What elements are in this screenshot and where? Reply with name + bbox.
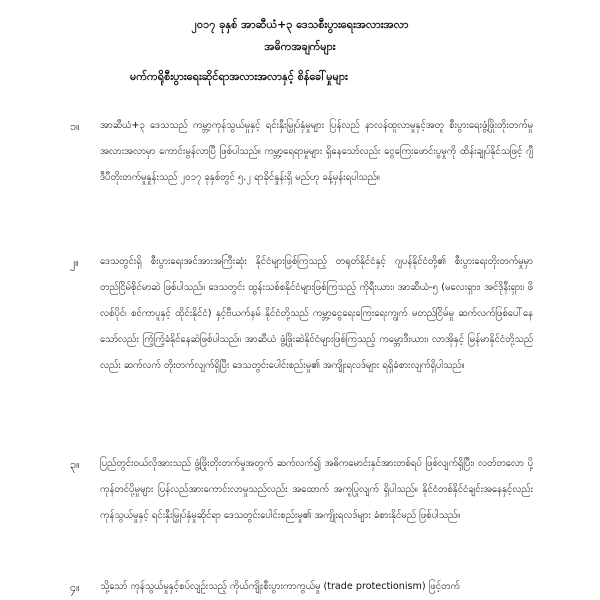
paragraph-text: သို့သော် ကုန်သွယ်မှုနှင့်စပ်လျဉ်းသည့် ကိုယ်ကျိုးစီးပွားကာကွယ်မှု (trade protectionism) ဖြင့်တက် — [100, 581, 460, 592]
paragraph-number: ၁။ — [70, 120, 80, 133]
paragraph-number: ၄။ — [70, 581, 80, 594]
paragraph-text: အာဆီယံ+၃ ဒေသသည် ကမ္ဘာ့ကုန်သွယ်မှုနှင့် ရင်းနှီးမြှုပ်နှံမှုများ ပြန်လည် နာလန်ထူလာမှုနှင့်အတူ စီးပွားရေးဖွံ့ဖြိုးတိုးတက်မှု အလားအလာမှာ ကောင်းမွန်လာပြီ ဖြစ်ပါသည်။ ကမ္ဘာ့ရေရာမှုများ ရှိနေသော်လည်း ငွေကြေးဖောင်းပွမှုကို ထိန်းချုပ်နိုင်သဖြင့် ဂျီဒီပီတိုးတက်မှုနှုန်းသည် ၂၀၁၇ ခုနှစ်တွင် ၅.၂ ရာခိုင်နှုန်းရှိ မည်ဟု ခန့်မှန်းရပါသည်။ — [100, 120, 533, 183]
document-title: ၂၀၁၇ ခုနှစ် အာဆီယံ+၃ ဒေသစီးပွားရေးအလားအလာ — [191, 18, 409, 31]
paragraph-number: ၃။ — [70, 458, 80, 471]
document-subtitle: အဓိကအချက်များ — [264, 40, 336, 53]
paragraph-number: ၂။ — [70, 256, 79, 269]
paragraph-text: ဒေသတွင်းရှိ စီးပွားရေးအင်အားအကြီးဆုံး နိုင်ငံများဖြစ်ကြသည့် တရုတ်နိုင်ငံနှင့် ဂျပန်နိုင်ငံတို့၏ စီးပွားရေးတိုးတက်မှုမှာ တည်ငြိမ်စိုင်မာဆဲ ဖြစ်ပါသည်။ ဒေသတွင်း ထွန်းသစ်စနိုင်ငံများဖြစ်ကြသည့် ကိုရီးယား၊ အာဆီယံ-၅ (မလေးရှား၊ အင်ဒိုနီးရှား၊ ဖိလစ်ပိုင်၊ စင်ကာပူနှင့် ထိုင်းနိုင်ငံ) နှင့်ဗီယက်နမ် နိုင်ငံတို့သည် ကမ္ဘာ့ငွေရေးကြေးရေးကျွက် မတည်ငြိမ်မှု ဆက်လက်ဖြစ်ပေါ်နေသော်လည်း ကြံ့ကြံ့ခံနိုင်နေဆဲဖြစ်ပါသည်။ အာဆီယံ ဖွံ့ဖြိုးဆဲနိုင်ငံများဖြစ်ကြသည့် ကမ္ဘောဒီးယား၊ လာအိုနှင့် မြန်မာနိုင်ငံတို့သည်လည်း ဆက်လက် တိုးတက်လျက်ရှိပြီး ဒေသတွင်းပေါင်းစည်းမှု၏ အကျိုးရလဒ်များ ရရှိခံစားလျက်ရှိပါသည်။ — [100, 256, 533, 371]
paragraph-text: ပြည်တွင်းဝယ်လိုအားသည် ဖွံ့ဖြိုးတိုးတက်မှုအတွက် ဆက်လက်၍ အဓိကမောင်းနှင်အားတစ်ရပ် ဖြစ်လျက်ရှိပြီး၊ လတ်တလော ပို့ကုန်တင်ပို့မှုများ ပြန်လည်အားကောင်းလာမှုသည်လည်း အထောက် အကူပြုလျက် ရှိပါသည်။ နိုင်ငံတစ်နိုင်ငံချင်းအနေနှင့်လည်း ကုန်သွယ်မှုနှင့် ရင်းနှီးမြှုပ်နှံမှုဆိုင်ရာ ဒေသတွင်းပေါင်းစည်းမှု၏ အကျိုးရလဒ်များ ခံစားနိုင်မည် ဖြစ်ပါသည်။ — [100, 458, 533, 521]
section-heading: မက်ကရိုစီးပွားရေးဆိုင်ရာအလားအလာနှင့် စိန်ခေါ်မှုများ — [130, 70, 348, 83]
